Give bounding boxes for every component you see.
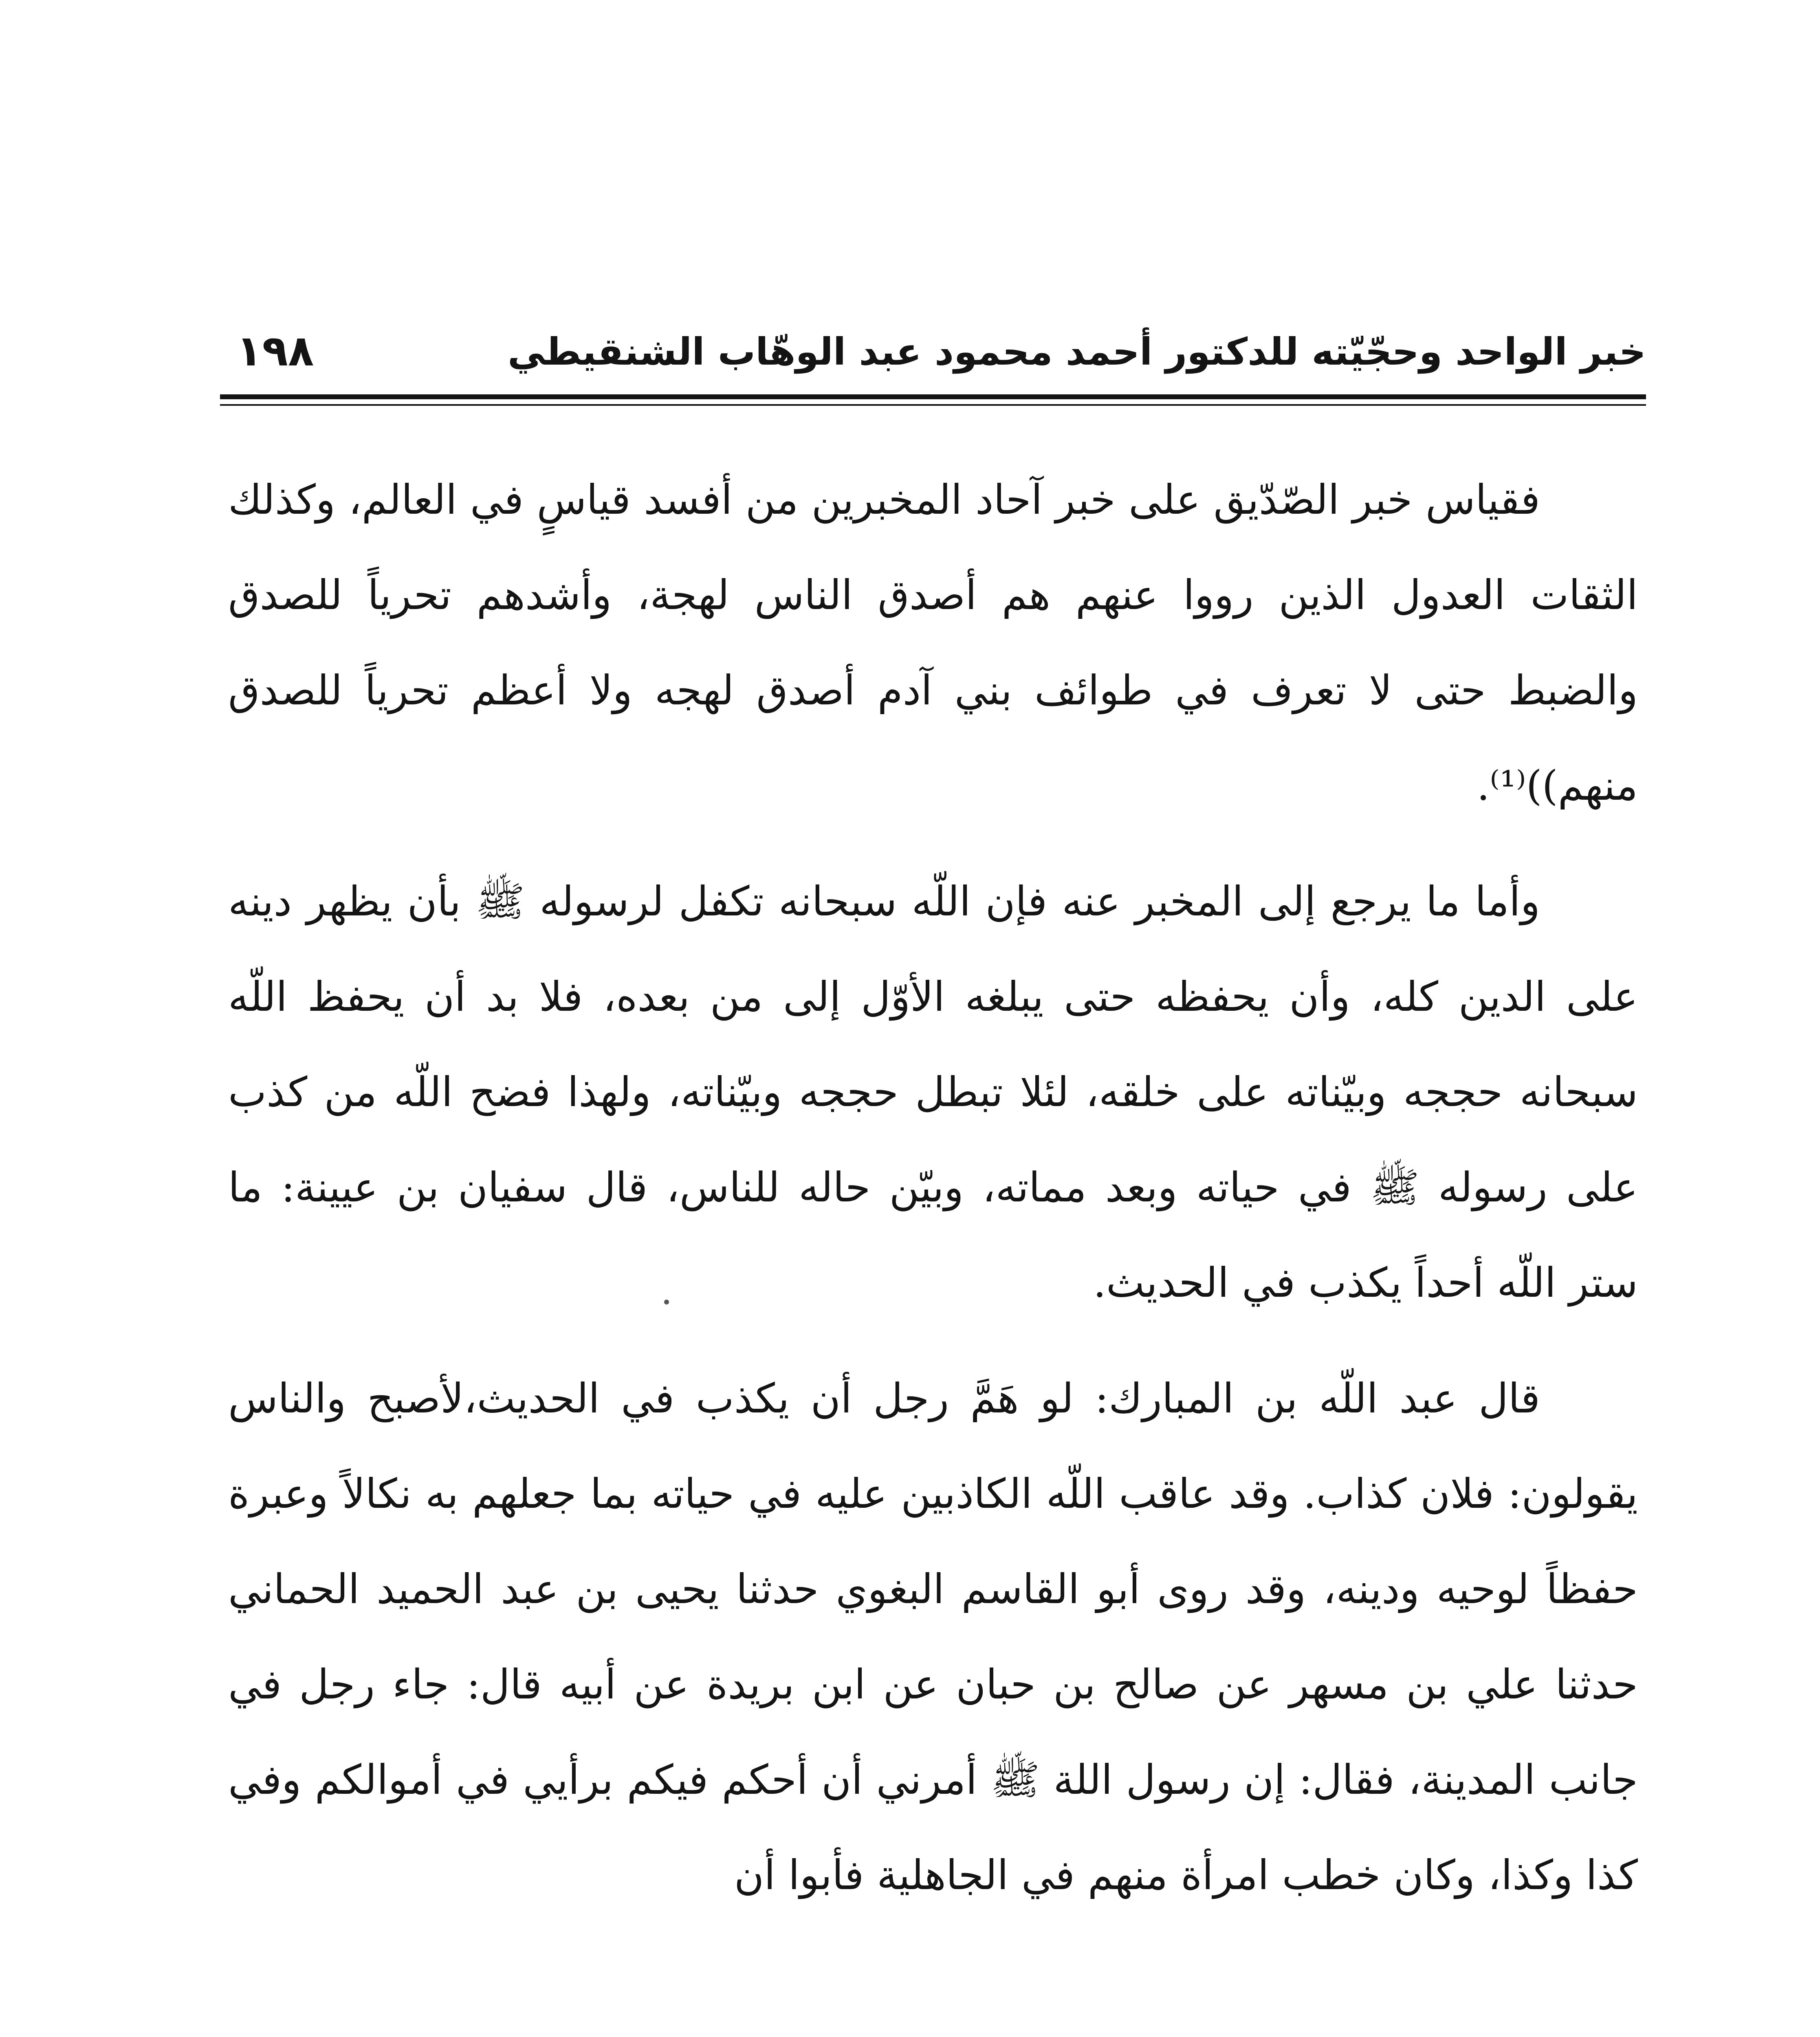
header-rule-thin	[220, 404, 1646, 406]
running-header	[220, 326, 1646, 391]
scan-speck	[664, 1300, 669, 1304]
paragraph-2: وأما ما يرجع إلى المخبر عنه فإن اللّه سبحانه تكفل لرسوله ﷺ بأن يظهر دينه على الدين كله، وأن يحفظه حتى يبلغه الأوّل إلى من بعده، فلا بد أن يحفظ اللّه سبحانه حججه وبيّناته على خلقه، لئلا تبطل حججه وبيّناته، ولهذا فضح اللّه من كذب على رسوله ﷺ في حياته وبعد مماته، وبيّن حاله للناس، قال سفيان بن عيينة: ما ستر اللّه أحداً يكذب في الحديث.	[228, 878, 1638, 1307]
body-text	[228, 452, 1638, 1923]
header-rule-thick	[220, 394, 1646, 399]
page-number: ١٩٨	[236, 326, 314, 376]
paragraph-1: فقياس خبر الصّدّيق على خبر آحاد المخبرين من أفسد قياسٍ في العالم، وكذلك الثقات العدول الذين رووا عنهم هم أصدق الناس لهجة، وأشدهم تحرياً للصدق والضبط حتى لا تعرف في طوائف بني آدم أصدق لهجه ولا أعظم تحرياً للصدق منهم))⁽¹⁾.	[228, 476, 1638, 810]
paragraph-3: قال عبد اللّه بن المبارك: لو هَمَّ رجل أن يكذب في الحديث،لأصبح والناس يقولون: فلان كذاب. وقد عاقب اللّه الكاذبين عليه في حياته بما جعلهم به نكالاً وعبرة حفظاً لوحيه ودينه، وقد روى أبو القاسم البغوي حدثنا يحيى بن عبد الحميد الحماني حدثنا علي بن مسهر عن صالح بن حبان عن ابن بريدة عن أبيه قال: جاء رجل في جانب المدينة، فقال: إن رسول اللة ﷺ أمرني أن أحكم فيكم برأيي في أموالكم وفي كذا وكذا، وكان خطب امرأة منهم في الجاهلية فأبوا أن	[228, 1375, 1638, 1899]
header-title: خبر الواحد وحجّيّته للدكتور أحمد محمود عبد الوهّاب الشنقيطي	[507, 330, 1646, 374]
